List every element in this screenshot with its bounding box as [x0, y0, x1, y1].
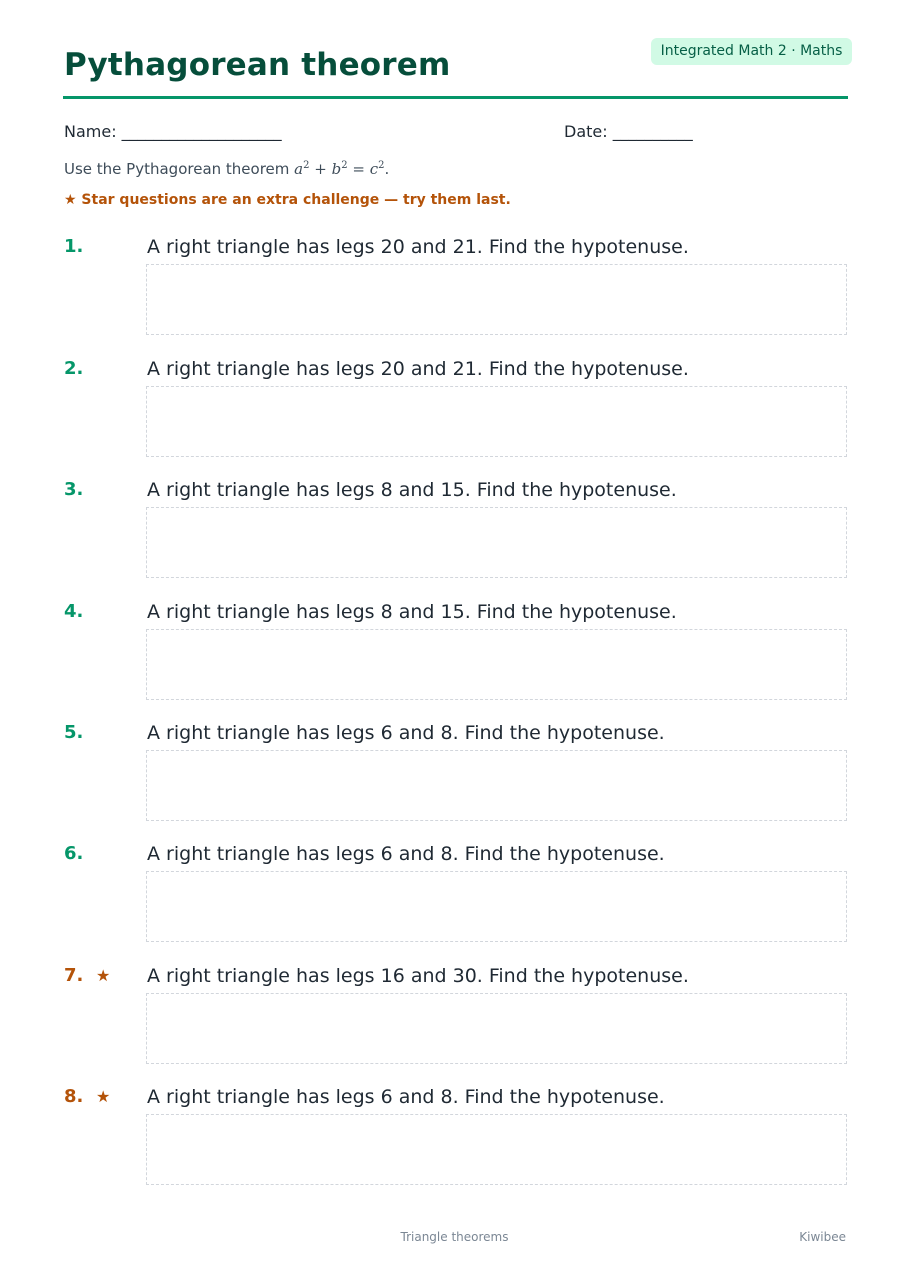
name-field: Name: ____________________ — [64, 122, 282, 141]
question-text: A right triangle has legs 6 and 8. Find the hypotenuse. — [147, 722, 665, 744]
star-icon: ★ — [96, 1087, 111, 1106]
answer-box[interactable] — [146, 507, 847, 578]
question-number: 6. — [64, 843, 84, 864]
formula — [294, 160, 384, 178]
question-number: 3. — [64, 479, 84, 500]
footer-brand: Kiwibee — [799, 1230, 846, 1244]
question-number: 1. — [64, 236, 84, 257]
answer-box[interactable] — [146, 629, 847, 700]
footer-topic: Triangle theorems — [400, 1230, 509, 1244]
question-number: 7. — [64, 965, 84, 986]
question-number: 2. — [64, 358, 84, 379]
answer-box[interactable] — [146, 871, 847, 942]
question-number: 8. — [64, 1086, 84, 1107]
formula-plus: + — [309, 160, 332, 178]
answer-box[interactable] — [146, 264, 847, 335]
question-text: A right triangle has legs 8 and 15. Find the hypotenuse. — [147, 479, 677, 501]
question-text: A right triangle has legs 16 and 30. Find the hypotenuse. — [147, 965, 689, 987]
instructions-prefix: Use the Pythagorean theorem — [64, 160, 295, 178]
question-text: A right triangle has legs 6 and 8. Find the hypotenuse. — [147, 1086, 665, 1108]
formula-b: b — [331, 160, 342, 178]
star-icon: ★ — [96, 966, 111, 985]
answer-box[interactable] — [146, 993, 847, 1064]
instructions-suffix: . — [384, 160, 390, 178]
question-number: 4. — [64, 601, 84, 622]
formula-equals: = — [347, 160, 370, 178]
answer-box[interactable] — [146, 750, 847, 821]
title-divider — [63, 96, 848, 99]
question-text: A right triangle has legs 20 and 21. Find the hypotenuse. — [147, 358, 689, 380]
question-text: A right triangle has legs 20 and 21. Find the hypotenuse. — [147, 236, 689, 258]
instructions — [64, 160, 389, 178]
question-number: 5. — [64, 722, 84, 743]
date-field: Date: __________ — [564, 122, 693, 141]
formula-a: a — [294, 160, 304, 178]
question-text: A right triangle has legs 8 and 15. Find the hypotenuse. — [147, 601, 677, 623]
formula-a-exp: 2 — [303, 160, 310, 171]
answer-box[interactable] — [146, 386, 847, 457]
page-title: Pythagorean theorem — [64, 47, 451, 83]
answer-box[interactable] — [146, 1114, 847, 1185]
course-badge: Integrated Math 2 · Maths — [651, 38, 852, 65]
formula-c-exp: 2 — [378, 160, 385, 171]
star-note: ★ Star questions are an extra challenge — try them last. — [64, 192, 511, 208]
formula-c: c — [369, 160, 379, 178]
question-text: A right triangle has legs 6 and 8. Find the hypotenuse. — [147, 843, 665, 865]
formula-b-exp: 2 — [341, 160, 348, 171]
